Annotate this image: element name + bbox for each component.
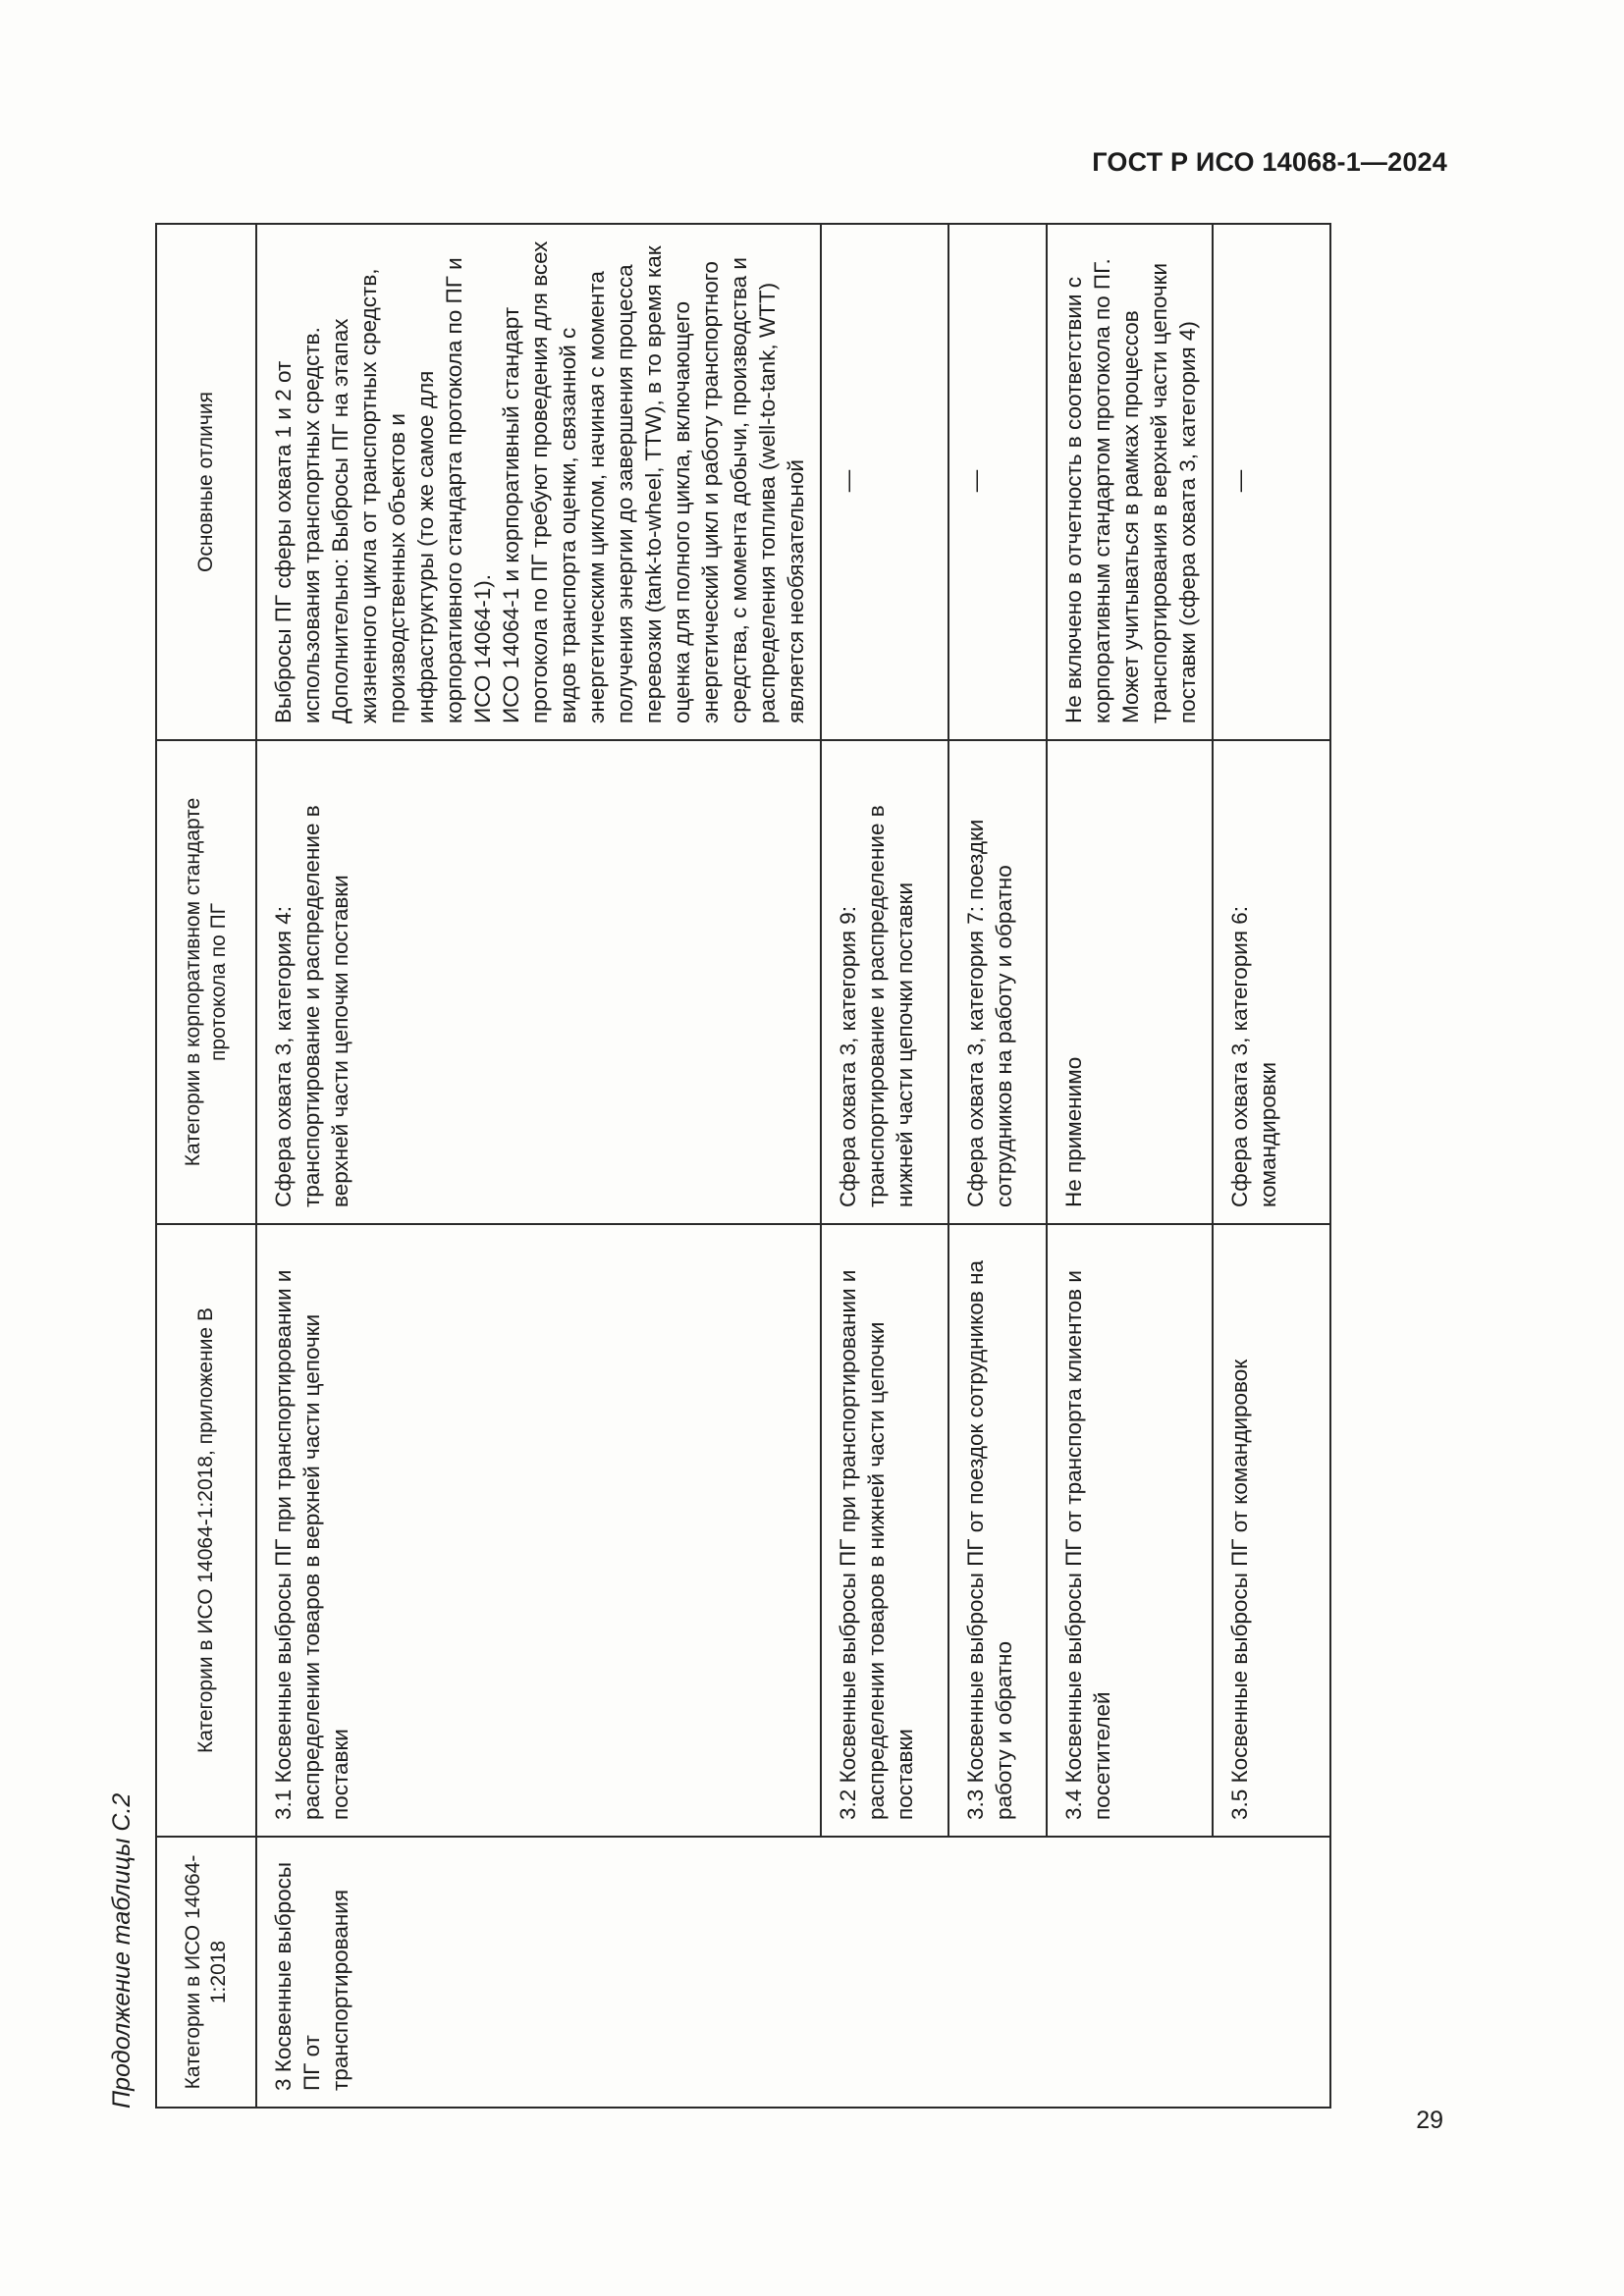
protocol-cell: Сфера охвата 3, категория 4: транспортирование и распределение в верхней части цепочки поставки [256, 740, 821, 1224]
annex-b-cell: 3.1 Косвенные выбросы ПГ при транспортировании и распределении товаров в верхней части цепочки поставки [256, 1224, 821, 1837]
annex-b-cell: 3.3 Косвенные выбросы ПГ от поездок сотрудников на работу и обратно [948, 1224, 1047, 1837]
protocol-cell: Сфера охвата 3, категория 7: поездки сотрудников на работу и обратно [948, 740, 1047, 1224]
group-category-cell: 3 Косвенные выбросы ПГ от транспортирования [256, 1837, 1330, 2108]
comparison-table [155, 223, 1331, 2109]
column-header: Основные отличия [156, 224, 256, 740]
differences-paragraph: ИСО 14064-1 и корпоративный стандарт протокола по ПГ требуют проведения для всех видов транспорта оценки, связанной с энергетическим циклом, начиная с момента получения энергии до завершения процесса перевозки (tank-to-wheel, TTW), в то время как оценка для полного цикла, включающего энергетический цикл и работу транспортного средства, с момента добычи, производства и распределения топлива (well-to-tank, WTT) является необязательной [499, 240, 808, 723]
table-row [1047, 224, 1213, 2108]
column-header: Категории в ИСО 14064-1:2018, приложение В [156, 1224, 256, 1837]
differences-paragraph: Выбросы ПГ сферы охвата 1 и 2 от использования транспортных средств. Дополнительно: Выбросы ПГ на этапах жизненного цикла от транспортных средств, производственных объектов и инфраструктуры (то же самое для корпоративного стандарта протокола по ПГ и ИСО 14064-1). [271, 257, 495, 723]
table-row [821, 224, 948, 2108]
protocol-cell: Сфера охвата 3, категория 6: командировки [1213, 740, 1330, 1224]
table-row [256, 224, 821, 2108]
table-row [948, 224, 1047, 2108]
table-row [1213, 224, 1330, 2108]
document-standard-header: ГОСТ Р ИСО 14068-1—2024 [1092, 147, 1447, 177]
protocol-cell: Сфера охвата 3, категория 9: транспортирование и распределение в нижней части цепочки поставки [821, 740, 948, 1224]
annex-b-cell: 3.4 Косвенные выбросы ПГ от транспорта клиентов и посетителей [1047, 1224, 1213, 1837]
annex-b-cell: 3.5 Косвенные выбросы ПГ от командировок [1213, 1224, 1330, 1837]
rotated-table-area [108, 214, 1280, 2109]
differences-cell: — [948, 224, 1047, 740]
differences-cell: — [1213, 224, 1330, 740]
differences-cell: Не включено в отчетность в соответствии с корпоративным стандартом протокола по ПГ. Может учитываться в рамках процессов транспортирования в верхней части цепочки поставки (сфера охвата 3, категория 4) [1047, 224, 1213, 740]
table-header-row [156, 224, 256, 2108]
differences-cell: — [821, 224, 948, 740]
column-header: Категории в корпоративном стандарте протокола по ПГ [156, 740, 256, 1224]
page-number: 29 [1416, 2107, 1443, 2134]
table-caption: Продолжение таблицы С.2 [108, 1792, 135, 2109]
annex-b-cell: 3.2 Косвенные выбросы ПГ при транспортировании и распределении товаров в нижней части цепочки поставки [821, 1224, 948, 1837]
column-header: Категории в ИСО 14064-1:2018 [156, 1837, 256, 2108]
protocol-cell: Не применимо [1047, 740, 1213, 1224]
differences-cell [256, 224, 821, 740]
